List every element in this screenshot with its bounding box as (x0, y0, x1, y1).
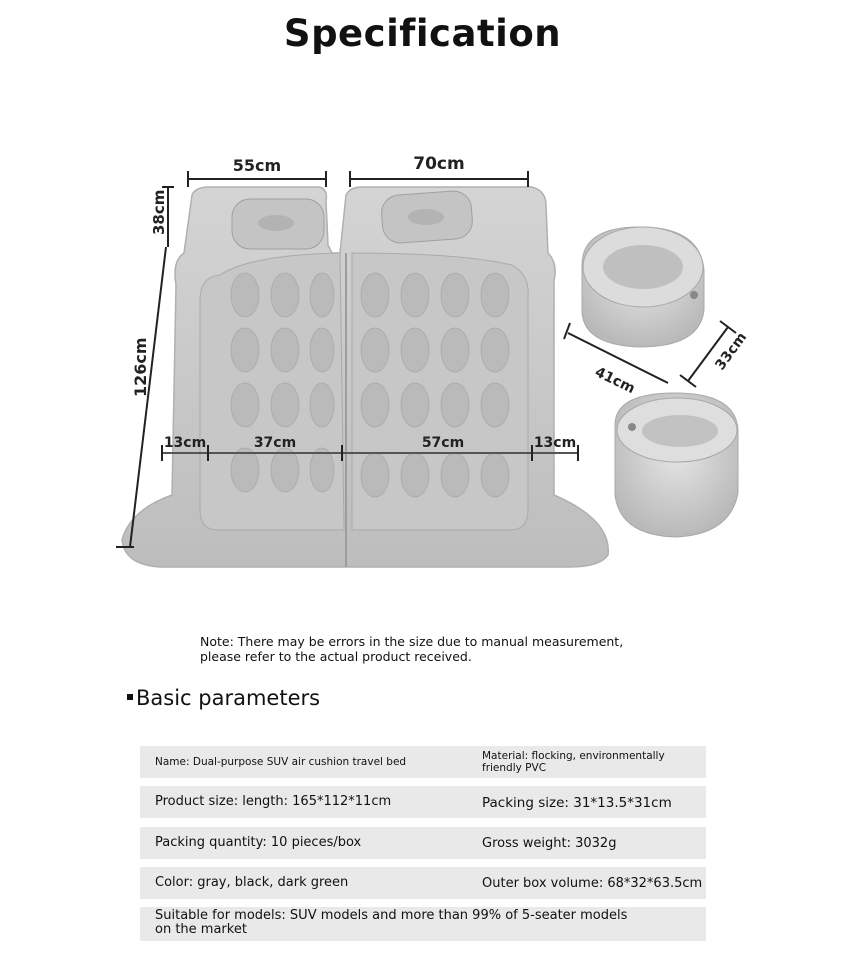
dim-label-stool-diameter: 41cm (592, 364, 638, 398)
dim-label-head-height: 38cm (150, 189, 168, 235)
note-line-2: please refer to the actual product received. (200, 649, 472, 664)
dim-label-pillow-width: 55cm (232, 156, 282, 175)
param-row (140, 786, 706, 818)
section-title-text: Basic parameters (136, 686, 321, 710)
product-dimension-figure (100, 135, 760, 595)
param-color: Color: gray, black, dark green (155, 875, 349, 890)
measurement-note (200, 634, 623, 664)
param-name: Name: Dual-purpose SUV air cushion travel bed (155, 756, 407, 768)
bullet-square-icon (127, 694, 133, 700)
dim-label-side-left: 13cm (163, 435, 207, 451)
dim-label-stool-height: 33cm (712, 329, 751, 374)
section-title (127, 686, 320, 710)
param-gross-weight: Gross weight: 3032g (482, 836, 617, 851)
dim-label-inner-right: 57cm (421, 435, 465, 451)
dim-label-side-right: 13cm (533, 435, 577, 451)
dim-label-inner-left: 37cm (253, 435, 297, 451)
note-line-1: Note: There may be errors in the size due to manual measurement, (200, 634, 624, 649)
param-product-size: Product size: length: 165*112*11cm (155, 794, 392, 809)
mattress-shape (122, 187, 608, 567)
param-outer-box: Outer box volume: 68*32*63.5cm (482, 876, 703, 891)
param-row (140, 827, 706, 859)
stool-top (582, 227, 704, 347)
dim-label-total-length: 126cm (131, 337, 150, 397)
param-row (140, 746, 706, 778)
param-row (140, 907, 706, 941)
dim-label-right-width: 70cm (413, 154, 465, 174)
param-row (140, 867, 706, 899)
row-gap (140, 778, 706, 786)
stool-bottom (615, 393, 738, 537)
param-suitable-models: Suitable for models: SUV models and more than 99% of 5-seater models on the market (155, 908, 628, 937)
param-packing-quantity: Packing quantity: 10 pieces/box (155, 835, 362, 850)
param-packing-size: Packing size: 31*13.5*31cm (482, 795, 672, 811)
page-title: Specification (283, 12, 562, 55)
param-material: Material: flocking, environmentally friendly PVC (482, 750, 665, 774)
